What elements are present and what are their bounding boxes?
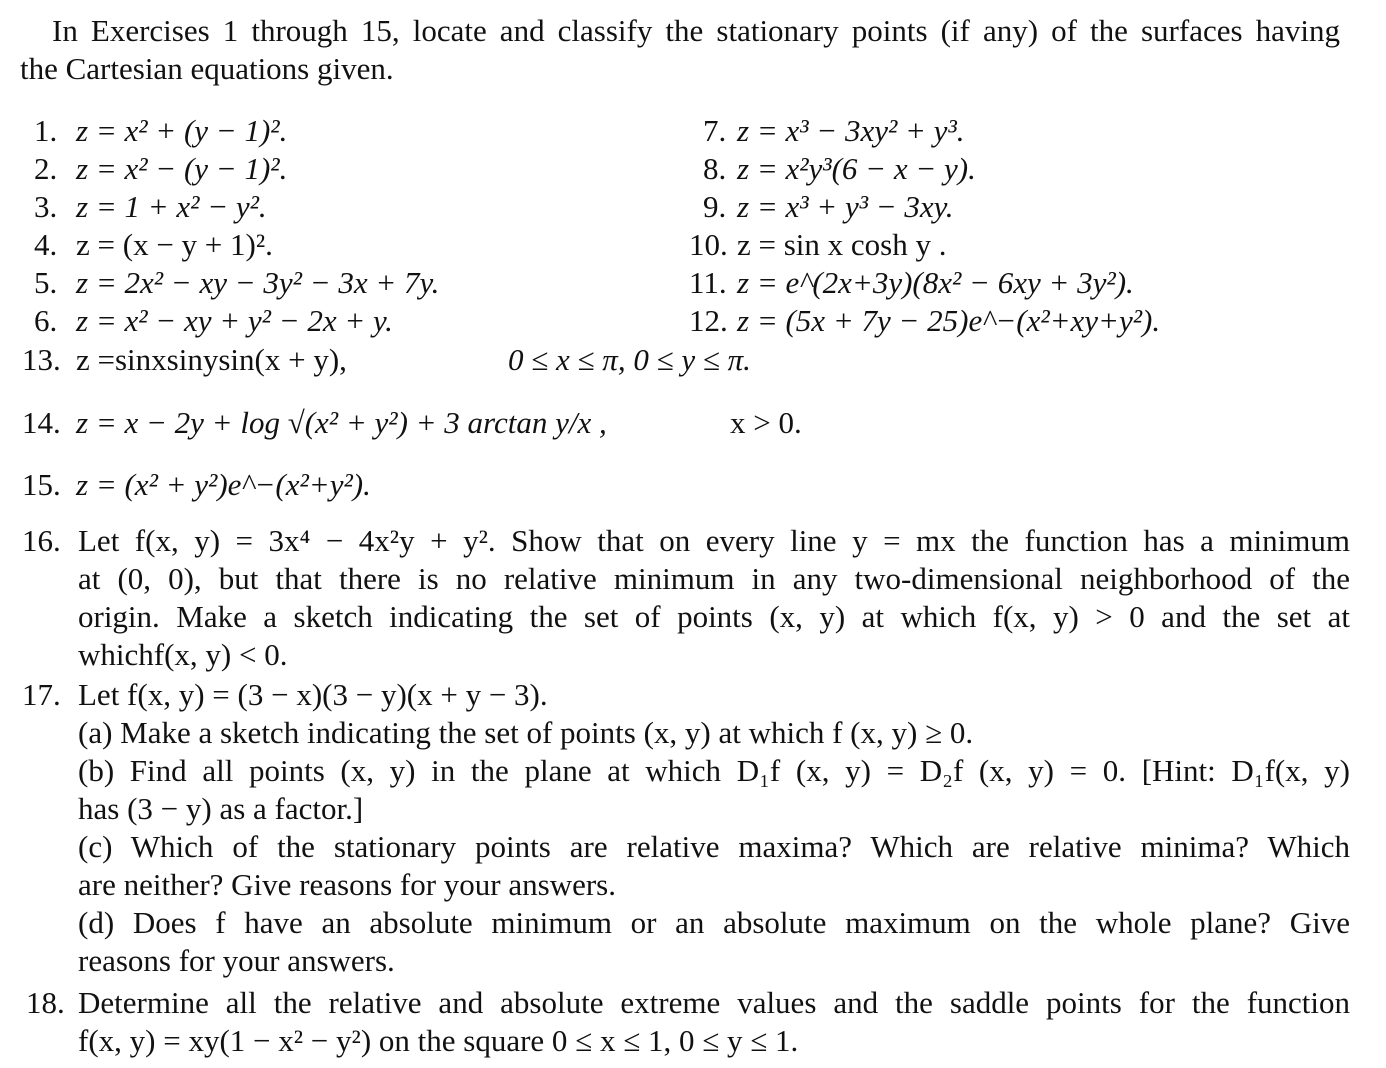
exercise-number: 5.	[34, 265, 58, 300]
exercise-equation: z = (5x + 7y − 25)e^−(x²+xy+y²).	[737, 303, 1161, 338]
exercise-domain: 0 ≤ x ≤ π, 0 ≤ y ≤ π.	[508, 342, 751, 377]
exercise-equation: z = sin x cosh y .	[737, 227, 947, 262]
exercise-number: 1.	[34, 113, 58, 148]
exercise-equation: z = x³ + y³ − 3xy.	[737, 189, 954, 224]
part-a: (a) Make a sketch indicating the set of points (x, y) at which f (x, y) ≥ 0.	[78, 715, 974, 750]
text-line: f(x, y) = xy(1 − x² − y²) on the square 0 ≤ x ≤ 1, 0 ≤ y ≤ 1.	[78, 1023, 799, 1058]
exercise-number: 2.	[34, 151, 58, 186]
exercise-number: 3.	[34, 189, 58, 224]
exercise-number: 18.	[26, 985, 65, 1020]
exercise-equation: z =sinxsinysin(x + y),	[76, 342, 347, 377]
text-line: Determine all the relative and absolute extreme values and the saddle points for the function	[78, 985, 1350, 1020]
intro-line-2: the Cartesian equations given.	[20, 51, 394, 86]
text-line: reasons for your answers.	[78, 943, 395, 978]
text-line: has (3 − y) as a factor.]	[78, 791, 364, 826]
exercise-text	[78, 676, 1350, 980]
exercise-number: 9.	[703, 189, 727, 224]
exercise-equation: z = e^(2x+3y)(8x² − 6xy + 3y²).	[737, 265, 1134, 300]
exercise-text	[78, 984, 1350, 1060]
part-d: (d) Does f have an absolute minimum or an absolute maximum on the whole plane? Give	[78, 905, 1350, 940]
text-line: are neither? Give reasons for your answers.	[78, 867, 616, 902]
exercise-equation: z = x² + (y − 1)².	[76, 113, 288, 148]
exercise-equation: z = x² − (y − 1)².	[76, 151, 288, 186]
exercise-number: 14.	[22, 405, 61, 440]
exercise-number: 11.	[689, 265, 727, 300]
exercise-equation: z = x − 2y + log √(x² + y²) + 3 arctan y/x ,	[76, 405, 607, 440]
text-line: origin. Make a sketch indicating the set of points (x, y) at which f(x, y) > 0 and the set at	[78, 599, 1350, 634]
exercise-number: 6.	[34, 303, 58, 338]
text-line: whichf(x, y) < 0.	[78, 637, 288, 672]
exercise-equation: z = (x − y + 1)².	[76, 227, 273, 262]
intro-line-1: In Exercises 1 through 15, locate and classify the stationary points (if any) of the surfaces having	[52, 13, 1340, 48]
exercise-number: 10.	[689, 227, 728, 262]
exercise-equation: z = x² − xy + y² − 2x + y.	[76, 303, 393, 338]
exercise-number: 17.	[22, 677, 61, 712]
exercise-text	[78, 522, 1350, 674]
text-line: Let f(x, y) = (3 − x)(3 − y)(x + y − 3).	[78, 677, 548, 712]
part-c: (c) Which of the stationary points are relative maxima? Which are relative minima? Which	[78, 829, 1350, 864]
text-line: Let f(x, y) = 3x⁴ − 4x²y + y². Show that on every line y = mx the function has a minimum	[78, 523, 1350, 558]
part-b: (b) Find all points (x, y) in the plane at which D₁f (x, y) = D₂f (x, y) = 0. [Hint: D₁f(x, y)	[78, 753, 1350, 788]
exercise-equation: z = 2x² − xy − 3y² − 3x + 7y.	[76, 265, 440, 300]
exercise-domain: x > 0.	[730, 405, 802, 440]
exercise-equation: z = 1 + x² − y².	[76, 189, 267, 224]
exercise-number: 15.	[22, 467, 61, 502]
exercise-number: 13.	[22, 342, 61, 377]
exercise-number: 4.	[34, 227, 58, 262]
exercise-number: 16.	[22, 523, 61, 558]
exercise-equation: z = (x² + y²)e^−(x²+y²).	[76, 467, 371, 502]
text-line: at (0, 0), but that there is no relative minimum in any two-dimensional neighborhood of the	[78, 561, 1350, 596]
exercise-number: 12.	[689, 303, 728, 338]
exercise-number: 7.	[703, 113, 727, 148]
exercise-equation: z = x³ − 3xy² + y³.	[737, 113, 965, 148]
exercise-number: 8.	[703, 151, 727, 186]
intro-paragraph	[20, 12, 1340, 88]
exercise-equation: z = x²y³(6 − x − y).	[737, 151, 976, 186]
